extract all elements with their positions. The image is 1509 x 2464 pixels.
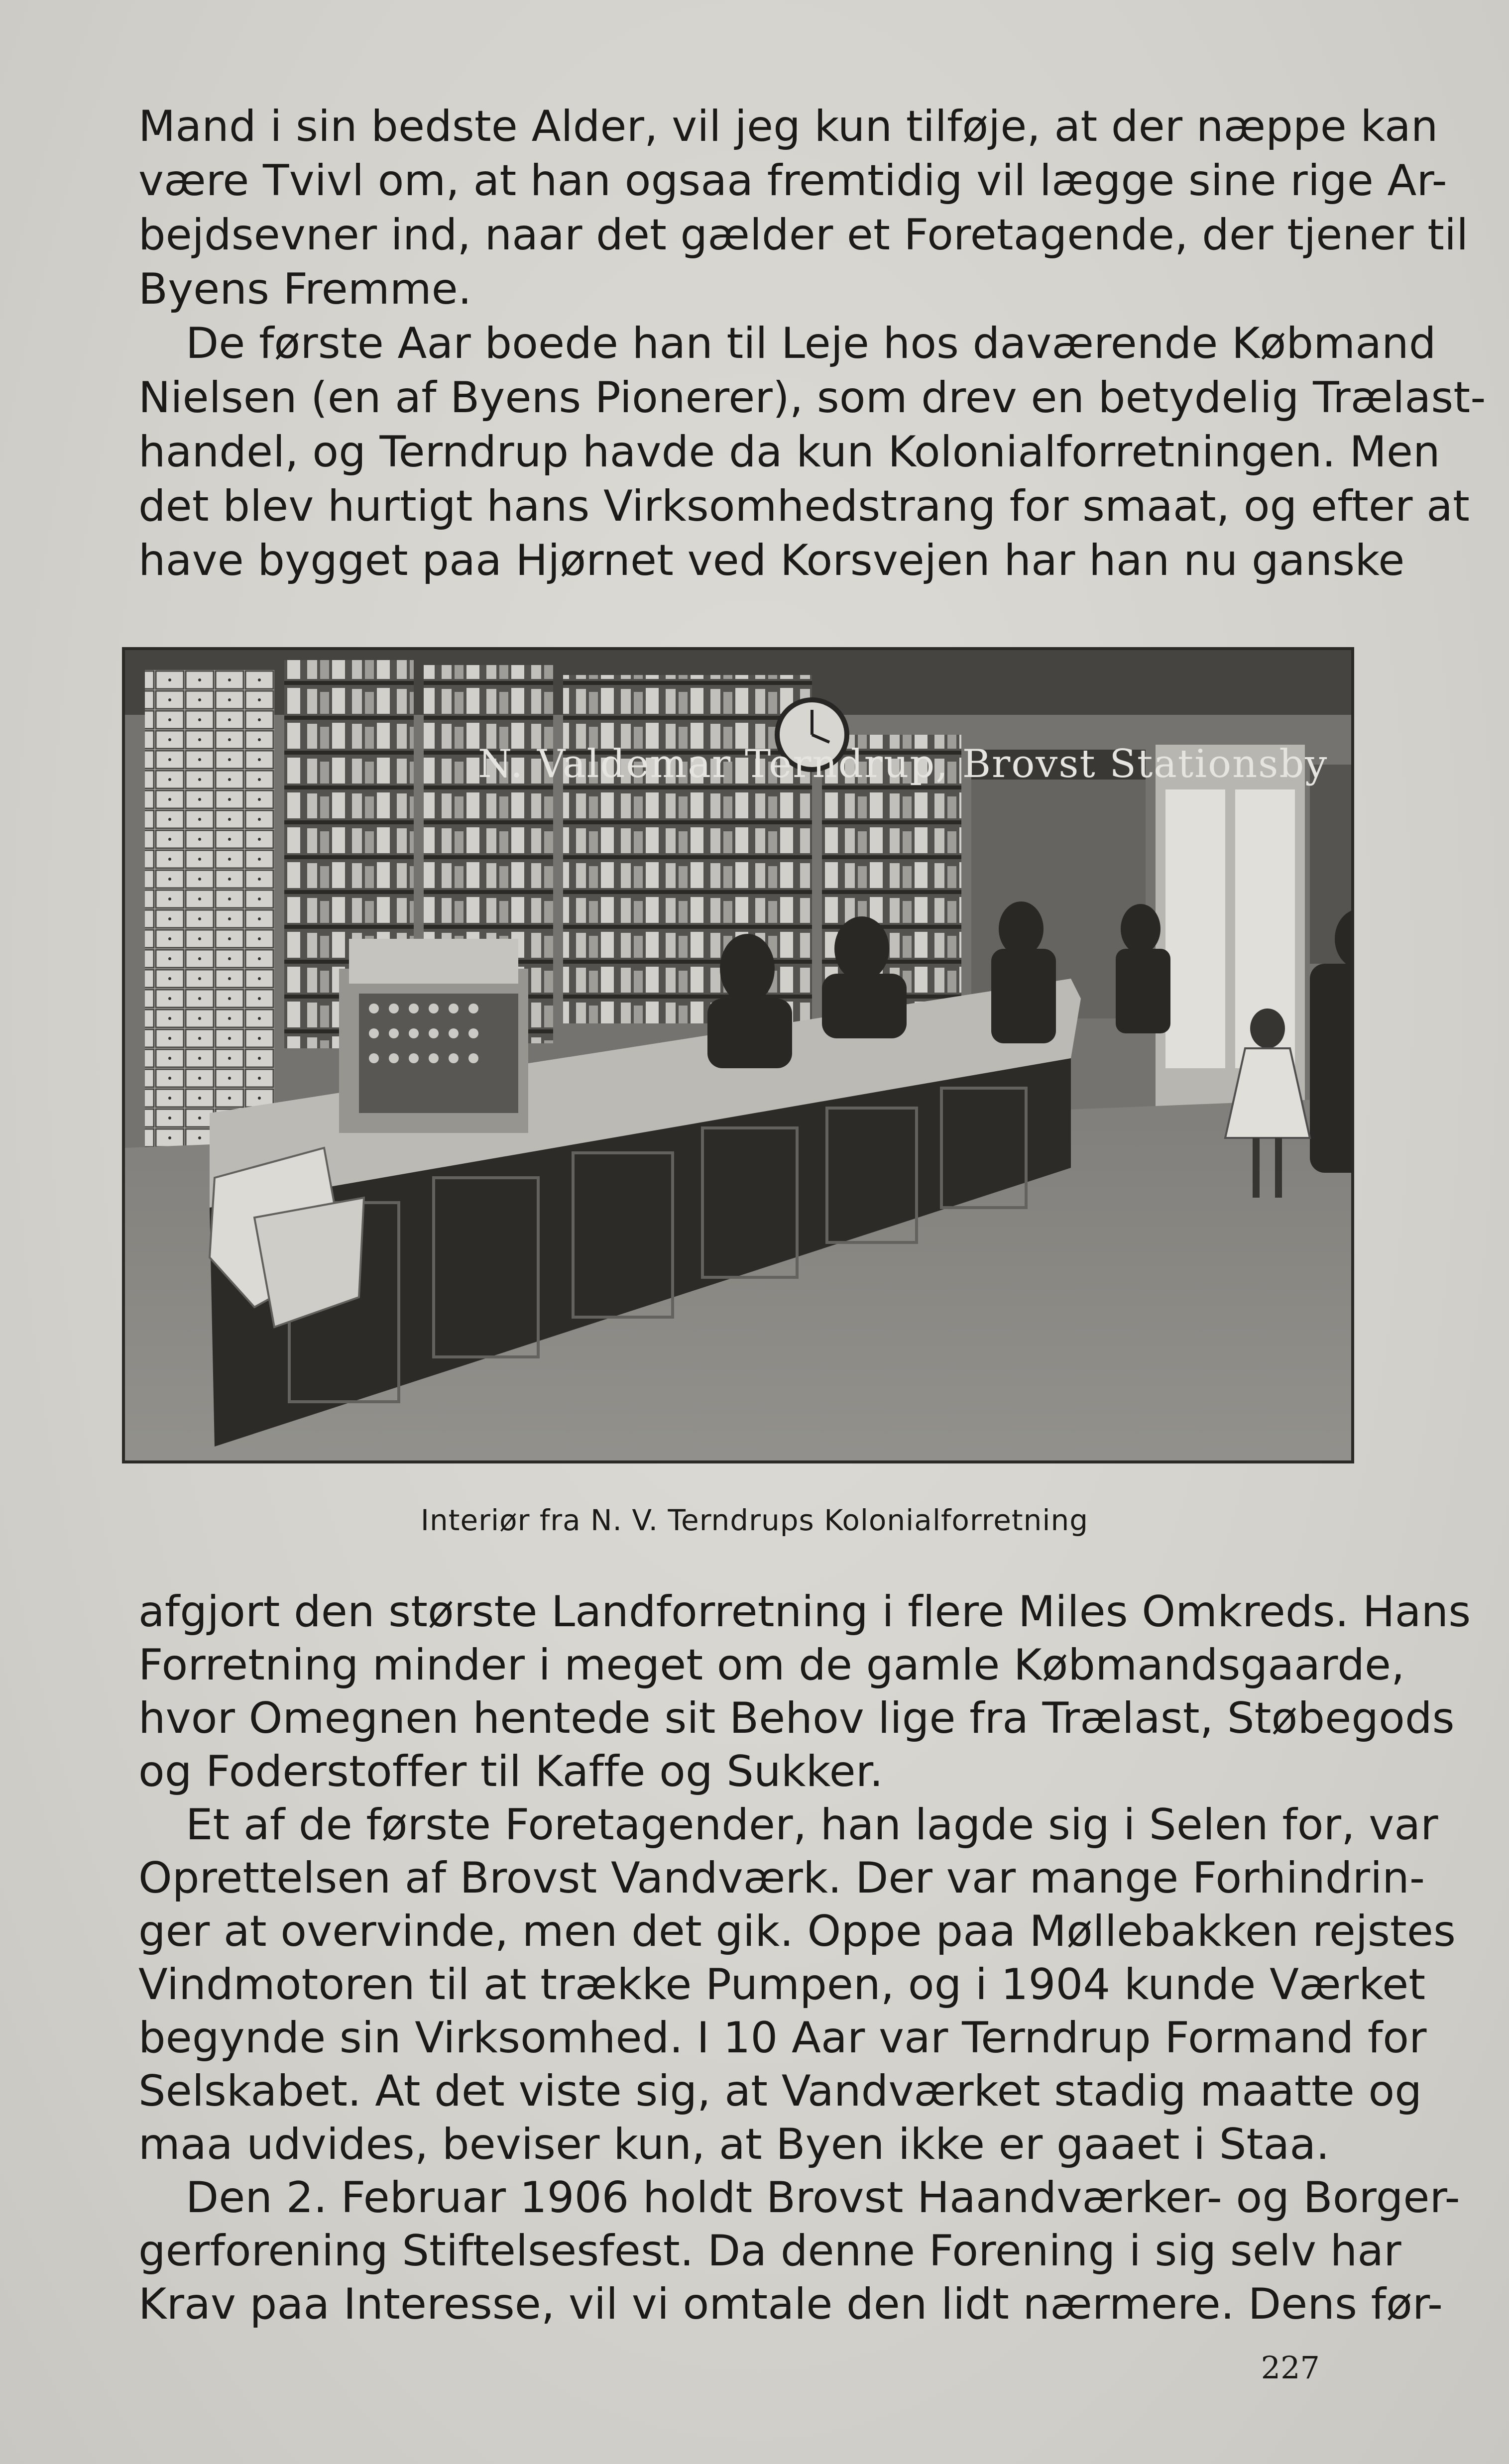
- bottom-text-block: [138, 1585, 1471, 2331]
- text-line: Krav paa Interesse, vil vi omtale den lidt nærmere. Dens før-: [138, 2279, 1443, 2329]
- text-line: Den 2. Februar 1906 holdt Brovst Haandværker- og Borger-: [186, 2173, 1460, 2223]
- text-line: De første Aar boede han til Leje hos daværende Købmand: [186, 319, 1436, 368]
- text-line: Mand i sin bedste Alder, vil jeg kun tilføje, at der næppe kan: [138, 102, 1438, 151]
- text-line: Vindmotoren til at trække Pumpen, og i 1904 kunde Værket: [138, 1960, 1426, 2010]
- page-number: 227: [1261, 2350, 1320, 2386]
- text-line: bejdsevner ind, naar det gælder et Foretagende, der tjener til: [138, 210, 1469, 260]
- text-line: ger at overvinde, men det gik. Oppe paa Møllebakken rejstes: [138, 1906, 1456, 1956]
- text-line: Forretning minder i meget om de gamle Købmandsgaarde,: [138, 1640, 1405, 1690]
- text-line: Selskabet. At det viste sig, at Vandværket stadig maatte og: [138, 2066, 1422, 2116]
- photo-inscription: N. Valdemar Terndrup, Brovst Stationsby: [478, 742, 1328, 786]
- text-line: være Tvivl om, at han ogsaa fremtidig vil lægge sine rige Ar-: [138, 156, 1447, 206]
- text-line: Oprettelsen af Brovst Vandværk. Der var mange Forhindrin-: [138, 1853, 1425, 1903]
- text-line: maa udvides, beviser kun, at Byen ikke er gaaet i Staa.: [138, 2120, 1330, 2169]
- text-line: det blev hurtigt hans Virksomhedstrang for smaat, og efter at: [138, 481, 1470, 531]
- text-line: Et af de første Foretagender, han lagde sig i Selen for, var: [186, 1800, 1438, 1850]
- text-line: Nielsen (en af Byens Pionerer), som drev en betydelig Trælast-: [138, 373, 1486, 423]
- figure-caption: Interiør fra N. V. Terndrups Kolonialforretning: [420, 1503, 1089, 1537]
- text-line: have bygget paa Hjørnet ved Korsvejen har han nu ganske: [138, 536, 1405, 585]
- text-line: hvor Omegnen hentede sit Behov lige fra Trælast, Støbegods: [138, 1693, 1455, 1743]
- text-line: handel, og Terndrup havde da kun Kolonialforretningen. Men: [138, 427, 1440, 477]
- text-line: Byens Fremme.: [138, 264, 472, 314]
- text-line: begynde sin Virksomhed. I 10 Aar var Terndrup Formand for: [138, 2013, 1427, 2063]
- text-line: gerforening Stiftelsesfest. Da denne Forening i sig selv har: [138, 2226, 1401, 2276]
- top-text-block: [138, 100, 1486, 588]
- text-line: og Foderstoffer til Kaffe og Sukker.: [138, 1747, 884, 1796]
- text-line: afgjort den største Landforretning i flere Miles Omkreds. Hans: [138, 1587, 1471, 1637]
